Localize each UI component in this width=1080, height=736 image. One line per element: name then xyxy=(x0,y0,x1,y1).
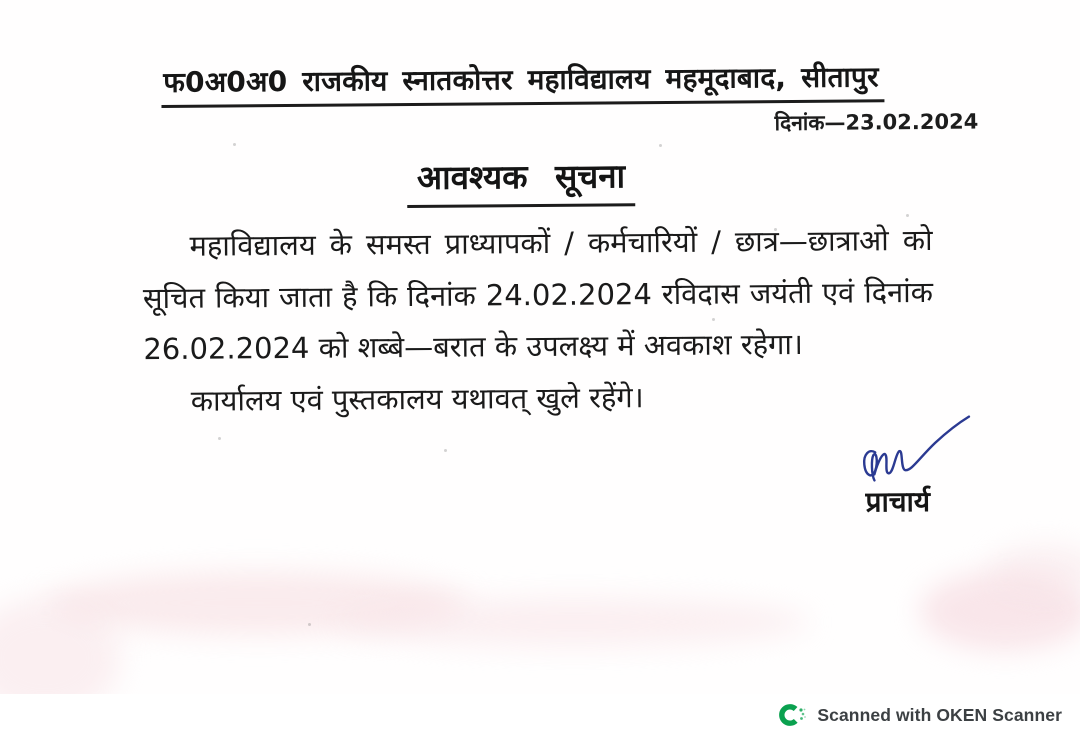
scanner-footer xyxy=(0,694,1080,736)
principal-signature-ink xyxy=(857,413,993,489)
notice-title-row xyxy=(0,149,1061,211)
signatory-label: प्राचार्य xyxy=(865,484,931,519)
institution-header: फ0अ0अ0 राजकीय स्नातकोत्तर महाविद्यालय महमूदाबाद, सीतापुर xyxy=(161,57,885,108)
body-line-1: महाविद्यालय के समस्त प्राध्यापकों / कर्मचारियों / छात्र—छात्राओ को xyxy=(189,222,933,263)
oken-scanner-logo-icon xyxy=(777,700,807,730)
signature-icon xyxy=(857,413,993,489)
body-line-3: 26.02.2024 को शब्बे—बरात के उपलक्ष्य में अवकाश रहेगा। xyxy=(143,326,804,367)
notice-date: दिनांक—23.02.2024 xyxy=(774,109,979,136)
body-line-2: सूचित किया जाता है कि दिनांक 24.02.2024 रविदास जयंती एवं दिनांक xyxy=(142,274,934,315)
scanner-credit-label: Scanned with OKEN Scanner xyxy=(817,704,1062,725)
body-line-4: कार्यालय एवं पुस्तकालय यथावत् खुले रहेंगे। xyxy=(190,379,644,418)
notice-body xyxy=(142,217,934,429)
notice-title: आवश्यक सूचना xyxy=(407,152,636,208)
